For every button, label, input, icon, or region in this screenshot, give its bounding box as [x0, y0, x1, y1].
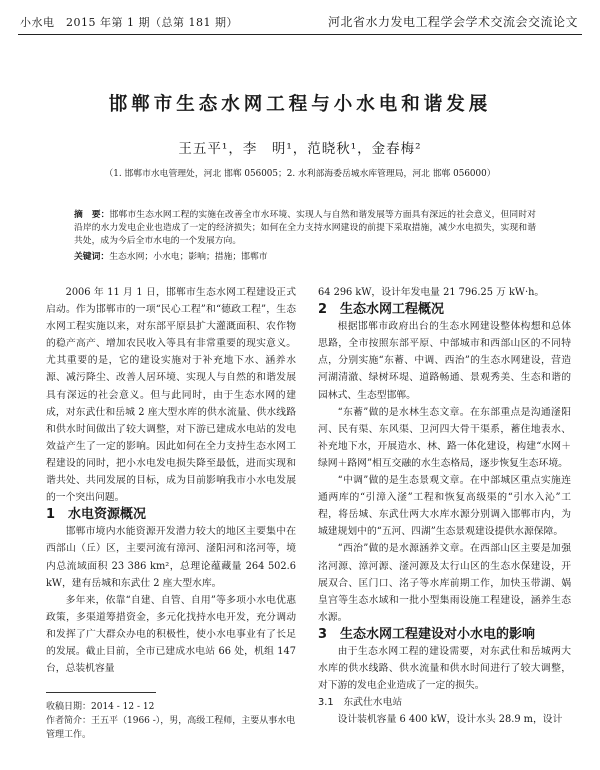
section1-paragraph-1: 邯郸市境内水能资源开发潜力较大的地区主要集中在西部山（丘）区，主要河流有漳河、滏阳河和洺河等，境内总流域面积 23 386 km²，总理论蕴藏量 264 502.6 kW，建有岳城和东武仕 2 座大型水库。	[46, 526, 296, 589]
section3-paragraph-1: 由于生态水网工程的建设需要，对东武仕和岳城两大水库的供水线路、供水流量和供水时间进行了较大调整，对下游的发电企业造成了一定的损失。	[318, 645, 571, 692]
authors: 王五平¹，李 明¹，范晓秋¹，金春梅²	[178, 141, 422, 157]
continued-paragraph: 64 296 kW，设计年发电量 21 796.25 万 kW·h。	[318, 287, 545, 298]
author-bio: 作者简介：王五平（1966 -），男，高级工程师，主要从事水电管理工作。	[46, 716, 296, 740]
section2-paragraph-east: “东蓄”做的是水林生态文章。在东部重点是沟通滏阳河、民有渠、东风渠、卫河四大骨干渠系，蓄住地表水、补充地下水，开展造水、林、路一体化建设，构建“水网＋绿网＋路网”相互交融的水生态格局，逐步恢复生态环境。	[318, 406, 571, 469]
header-rule	[18, 34, 582, 35]
section2-paragraph-middle: “中调”做的是生态景观文章。在中部城区重点实施连通两库的“引漳入滏”工程和恢复高级渠的“引水入沁”工程，将岳城、东武仕两大水库水源分别调入邯郸市内，为城建规划中的“五河、四湖”生态景观建设提供水源保障。	[318, 475, 571, 538]
journal-issue-header: 小水电 2015 年第 1 期（总第 181 期）	[20, 16, 238, 29]
keywords-label: 关键词：	[74, 252, 110, 262]
section1-paragraph-2: 多年来，依靠“自建、自管、自用”等多项小水电优惠政策，多渠道筹措资金，多元化找持水电开发，充分调动和发挥了广大群众办电的积极性，使小水电事业有了长足的发展。截止目前，全市已建成水电站 66 处，机组 147 台，总装机容量	[46, 594, 296, 675]
section-heading-1: 1 水电资源概况	[46, 507, 147, 523]
right-column	[318, 284, 571, 728]
section3-1-paragraph: 设计装机容量 6 400 kW，设计水头 28.9 m，设计	[337, 714, 563, 726]
keywords-text: 生态水网；小水电；影响；措施；邯郸市	[109, 252, 268, 262]
section2-paragraph-1: 根据邯郸市政府出台的生态水网建设整体构想和总体思路，全市按照东部平原、中部城市和西部山区的不同特点，分别实施“东蓄、中调、西治”的生态水网建设，营造河湖清澈、绿树环堤、道路畅通、景观秀美、生态和谐的园林式、生态型邯郸。	[318, 321, 571, 401]
abstract	[74, 209, 536, 248]
section2-paragraph-west: “西治”做的是水源涵养文章。在西部山区主要是加强洺河源、漳河源、滏河源及太行山区的生态水保建设，开展双合、匡门口、洺子等水库前期工作，加快玉带湖、娲皇宫等生态水域和一批小型集雨设施工程建设，涵养生态水源。	[318, 543, 571, 623]
left-column	[46, 284, 296, 677]
affiliations: （1. 邯郸市水电管理处，河北 邯郸 056005；2. 水利部海委岳城水库管理局，河北 邯郸 056000）	[104, 169, 496, 179]
abstract-label: 摘 要：	[74, 210, 110, 220]
section-heading-3: 3 生态水网工程建设对小水电的影响	[318, 626, 536, 642]
paper-title: 邯郸市生态水网工程与小水电和谐发展	[108, 94, 492, 115]
subsection-heading-3-1: 3.1 东武仕水电站	[318, 697, 403, 709]
keywords	[74, 249, 536, 262]
conference-header: 河北省水力发电工程学会学术交流会交流论文	[327, 15, 578, 29]
received-date: 收稿日期：2014 - 12 - 12	[46, 702, 155, 712]
intro-paragraph: 2006 年 11 月 1 日，邯郸市生态水网工程建设正式启动。作为邯郸市的一项“民心工程”和“德政工程”，生态水网工程实施以来，对东部平原县扩大灌溉面积、农作物的稳产高产、增加农民收入等具有非常重要的现实意义。尤其重要的是，它的建设实施对于补充地下水、涵养水源、减污降尘、改善人居环境、实现人与自然的和谐发展具有深远的社会意义。但与此同时，由于生态水网的建成，对东武仕和岳城 2 座大型水库的供水流量、供水线路和供水时间做出了较大调整，对下游已建成水电站的发电效益产生了一定的影响。因此如何在全力支持生态水网工程建设的同时，把小水电发电损失降至最低，进而实现和谐共处、共同发展的目标，成为目前影响我市小水电发展的一个突出问题。	[46, 287, 296, 504]
abstract-text: 邯郸市生态水网工程的实施在改善全市水环境、实现人与自然和谐发展等方面具有深远的社会意义，但同时对沿岸的水力发电企业也造成了一定的经济损失；如何在全力支持水网建设的前提下采取措施，减少水电损失，实现和谐共处，成为今后全市水电的一个发展方向。	[74, 210, 536, 246]
section-heading-2: 2 生态水网工程概况	[318, 302, 445, 318]
footnote-rule	[46, 692, 156, 693]
